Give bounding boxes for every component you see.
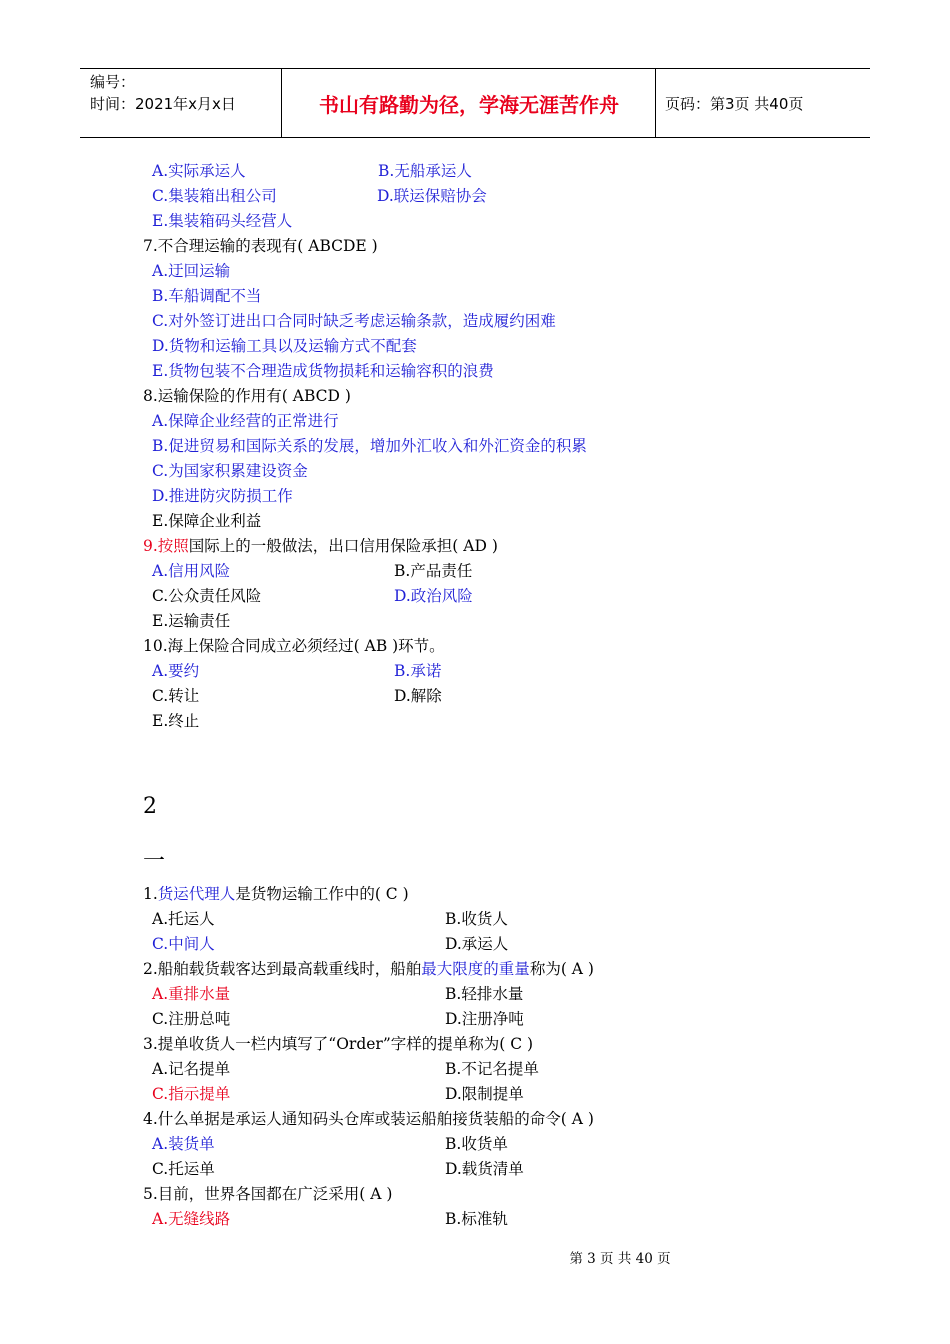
option-c: C.注册总吨: [152, 1010, 231, 1028]
option-a: A.保障企业经营的正常进行: [152, 412, 339, 430]
section-subheading: 一: [143, 849, 166, 874]
option-b: B.标准轨: [445, 1210, 508, 1228]
question-stem: [143, 959, 594, 979]
option-d: D.载货清单: [445, 1160, 524, 1178]
option-c: C.指示提单: [152, 1085, 231, 1103]
option-d: D.承运人: [445, 935, 509, 953]
option-d: D.货物和运输工具以及运输方式不配套: [152, 337, 417, 355]
option-b: B.产品责任: [394, 562, 473, 580]
question-text: 国际上的一般做法，出口信用保险承担( AD ): [188, 537, 498, 555]
option-e: E.终止: [152, 712, 200, 730]
question-number: 9.按照: [143, 537, 189, 555]
keyword-link: 货运代理人: [157, 885, 236, 903]
option-c: C.托运单: [152, 1160, 215, 1178]
option-d: D.联运保赔协会: [377, 187, 487, 205]
page-header: [80, 68, 870, 138]
option-a: A.无缝线路: [152, 1210, 231, 1228]
keyword-link: 最大限度的重量: [421, 960, 530, 978]
option-a: A.迂回运输: [152, 262, 231, 280]
option-c: C.转让: [152, 687, 200, 705]
option-c: C.公众责任风险: [152, 587, 262, 605]
time-label: 时间：2021年x月x日: [90, 95, 236, 113]
doc-number-label: 编号：: [90, 73, 136, 91]
option-d: D.推进防灾防损工作: [152, 487, 293, 505]
section-number: 2: [143, 794, 157, 819]
option-e: E.保障企业利益: [152, 512, 262, 530]
question-stem: 10.海上保险合同成立必须经过( AB )环节。: [143, 637, 445, 655]
option-a: A.信用风险: [152, 562, 231, 580]
question-stem: [143, 536, 498, 556]
question-number: 1.: [143, 885, 158, 903]
question-text: 2.船舶载货载客达到最高载重线时，船舶: [143, 960, 422, 978]
option-b: B.无船承运人: [378, 162, 472, 180]
header-page-label: 页码：第3页 共40页: [665, 94, 804, 113]
option-e: E.运输责任: [152, 612, 231, 630]
option-e: E.集装箱码头经营人: [152, 212, 293, 230]
question-stem: 8.运输保险的作用有( ABCD ): [143, 387, 351, 405]
option-b: B.轻排水量: [445, 985, 524, 1003]
option-a: A.记名提单: [152, 1060, 231, 1078]
option-a: A.实际承运人: [152, 162, 246, 180]
header-divider: [655, 69, 656, 137]
question-stem: 3.提单收货人一栏内填写了“Order”字样的提单称为( C ): [143, 1035, 534, 1053]
option-d: D.注册净吨: [445, 1010, 524, 1028]
option-b: B.车船调配不当: [152, 287, 262, 305]
option-a: A.托运人: [152, 910, 215, 928]
page-footer: 第 3 页 共 40 页: [569, 1251, 671, 1267]
question-stem: 4.什么单据是承运人通知码头仓库或装运船舶接货装船的命令( A ): [143, 1110, 594, 1128]
option-b: B.促进贸易和国际关系的发展，增加外汇收入和外汇资金的积累: [152, 437, 587, 455]
option-c: C.为国家积累建设资金: [152, 462, 308, 480]
option-b: B.收货人: [445, 910, 508, 928]
option-a: A.要约: [152, 662, 200, 680]
option-d: D.政治风险: [394, 587, 473, 605]
option-a: A.装货单: [152, 1135, 215, 1153]
question-stem: 7.不合理运输的表现有( ABCDE ): [143, 237, 378, 255]
option-b: B.不记名提单: [445, 1060, 539, 1078]
question-stem: [143, 884, 409, 904]
header-motto: 书山有路勤为径，学海无涯苦作舟: [319, 92, 619, 117]
question-text: 称为( A ): [529, 960, 594, 978]
header-left: [90, 71, 236, 115]
option-c: C.中间人: [152, 935, 215, 953]
question-text: 是货物运输工作中的( C ): [235, 885, 409, 903]
option-c: C.集装箱出租公司: [152, 187, 277, 205]
option-d: D.限制提单: [445, 1085, 524, 1103]
question-stem: 5.目前，世界各国都在广泛采用( A ): [143, 1185, 393, 1203]
option-b: B.承诺: [394, 662, 442, 680]
option-c: C.对外签订进出口合同时缺乏考虑运输条款，造成履约困难: [152, 312, 556, 330]
option-e: E.货物包装不合理造成货物损耗和运输容积的浪费: [152, 362, 494, 380]
option-b: B.收货单: [445, 1135, 508, 1153]
option-d: D.解除: [394, 687, 442, 705]
option-a: A.重排水量: [152, 985, 231, 1003]
